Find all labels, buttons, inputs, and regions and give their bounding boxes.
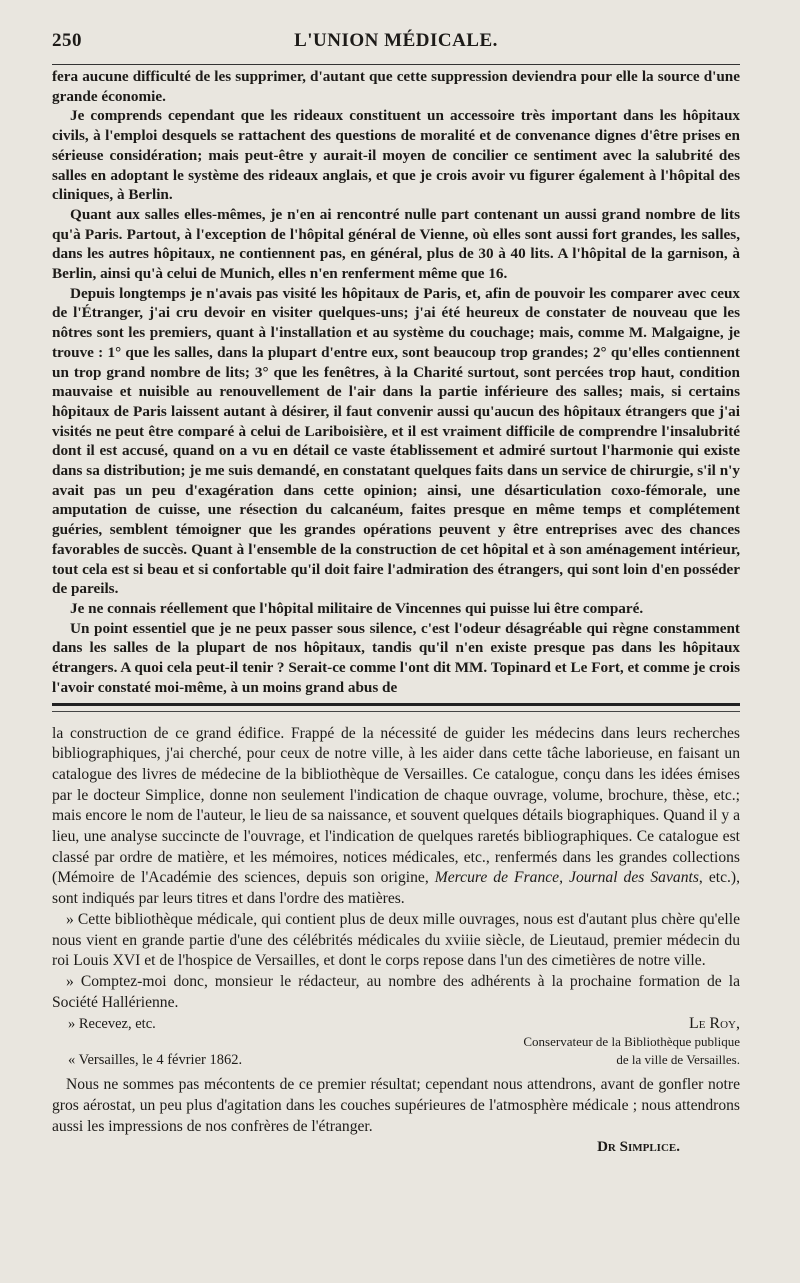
journal-citation: Mercure de France, Journal des Savants — [434, 869, 699, 887]
feuilleton-divider — [52, 703, 740, 712]
letter-date: « Versailles, le 4 février 1862. — [68, 1052, 243, 1069]
letter-paragraph: » Cette bibliothèque médicale, qui contient plus de deux mille ouvrages, nous est d'autant plus chère qu'elle nous vient en grande partie d'une des célébrités médicales du xviiie siècle, de Lieutaud, premier médecin du roi Louis XVI et de l'hospice de Versailles, et dont le corps repose dans l'un des cimetières de notre ville. — [52, 910, 740, 970]
article-paragraph: Je comprends cependant que les rideaux constituent un accessoire très important dans les hôpitaux civils, à l'emploi desquels se rattachent des questions de moralité et de convenance dignes d'être prises en sérieuse considération; mais peut-être y aurait-il moyen de concilier ce sentiment avec la salubrité des salles en adoptant le système des rideaux anglais, et que je crois avoir vu figurer également à l'hôpital des cliniques, à Berlin. — [52, 107, 740, 204]
salutation: » Recevez, etc. — [68, 1016, 156, 1033]
article-paragraph: Depuis longtemps je n'avais pas visité les hôpitaux de Paris, et, afin de pouvoir les comparer avec ceux de l'Étranger, j'ai cru devoir en visiter quelques-uns; j'ai été heureux de constater de nouveau que les nôtres sont les premiers, quant à l'installation et au système du couchage; mais, comme M. Malgaigne, je trouve : 1° que les salles, dans la plupart d'entre eux, sont beaucoup trop grandes; 2° qu'elles contiennent un trop grand nombre de lits; 3° que les fenêtres, à la Charité surtout, sont percées trop haut, condition mauvaise et nuisible au renouvellement de l'air dans la partie inférieure des salles; mais, si certains hôpitaux de Paris laissent autant à désirer, il faut convenir aussi qu'aucun des hôpitaux étrangers que j'ai visités ne peut être comparé à celui de Lariboisière, et il est vraiment difficile de comprendre l'insalubrité dont il est accusé, quand on a vu en détail ce vaste établissement et admiré surtout l'harmonie qui existe dans sa distribution; je me suis demandé, en constatant quelques faits dans un service de chirurgie, s'il n'y avait pas un peu d'exagération dans cette opinion; ainsi, une désarticulation coxo-fémorale, une amputation de cuisse, une résection du calcanéum, faites presque en même temps et complétement guéries, semblent témoigner que les grandes opérations peuvent y être entreprises avec des chances favorables de succès. Quant à l'ensemble de la construction de cet hôpital et à son aménagement intérieur, tout cela est si beau et si confortable qu'il doit faire l'admiration des étrangers, qui sont loin d'en posséder de pareils. — [52, 284, 740, 598]
article-paragraph: Je ne connais réellement que l'hôpital militaire de Vincennes qui puisse lui être comparé. — [70, 599, 644, 617]
salutation-and-date — [52, 1015, 242, 1069]
running-head — [52, 30, 740, 58]
signatory-name: Le Roy, — [688, 1015, 740, 1033]
journal-title: L'UNION MÉDICALE. — [294, 30, 498, 51]
header-rule — [52, 64, 740, 65]
article-paragraph: Un point essentiel que je ne peux passer sous silence, c'est l'odeur désagréable qui règne constamment dans les salles de la plupart de nos hôpitaux, tandis qu'il n'en existe presque pas dans les hôpitaux étrangers. A quoi cela peut-il tenir ? Serait-ce comme l'ont dit MM. Topinard et Le Fort, et comme je crois l'avoir constaté moi-même, à un moins grand abus de — [52, 619, 740, 696]
main-article-column — [52, 67, 740, 698]
letter-paragraph: » Comptez-moi donc, monsieur le rédacteur, au nombre des adhérents à la prochaine formation de la Société Hallérienne. — [52, 972, 740, 1011]
article-paragraph: fera aucune difficulté de les supprimer, d'autant que cette suppression deviendra pour elle la source d'une grande économie. — [52, 68, 740, 105]
feuilleton-column — [52, 724, 740, 1157]
editor-closing-paragraph: Nous ne sommes pas mécontents de ce premier résultat; cependant nous attendrons, avant de gonfler notre gros aérostat, un peu plus d'agitation dans les couches supérieures de l'atmosphère médicale ; nous attendrons aussi les impressions de nos confrères de l'étranger. — [52, 1076, 740, 1135]
page-number: 250 — [52, 30, 82, 51]
letter-paragraph — [52, 724, 740, 910]
letter-text: la construction de ce grand édifice. Frappé de la nécessité de guider les médecins dans leurs recherches bibliographiques, j'ai cherché, pour ceux de notre ville, à les aider dans cette tâche laborieuse, en faisant un catalogue des livres de médecine de la bibliothèque de Versailles. Ce catalogue, conçu dans les idées émises par le docteur Simplice, donne non seulement l'indication de chaque ouvrage, volume, brochure, thèse, etc.; mais encore le nom de l'auteur, le lieu de sa naissance, et souvent quelques détails biographiques. Quand il y a lieu, une analyse succincte de l'ouvrage, et l'indication de quelques raretés bibliographiques. Ce catalogue est classé par ordre de matière, et les mémoires, notices médicales, etc., renfermés dans les grandes collections (Mémoire de l'Académie des sciences, depuis son origine, — [52, 724, 740, 887]
article-paragraph: Quant aux salles elles-mêmes, je n'en ai rencontré nulle part contenant un aussi grand nombre de lits qu'à Paris. Partout, à l'exception de l'hôpital général de Vienne, où elles sont aussi fort grandes, les salles, dans les autres hôpitaux, ne contiennent pas, en général, plus de 30 à 40 lits. A l'hôpital de la garnison, à Berlin, ainsi qu'à celui de Munich, elles n'en renferment même que 16. — [52, 205, 740, 283]
signatory-role: Conservateur de la Bibliothèque publique — [523, 1034, 740, 1050]
signature — [440, 1015, 740, 1069]
letter-signature-block — [52, 1015, 740, 1069]
editor-signoff: Dr Simplice. — [597, 1139, 680, 1156]
signatory-role: de la ville de Versailles. — [616, 1052, 740, 1068]
letter-text: , etc.), sont indiqués par leurs titres et dans l'ordre des matières. — [52, 869, 740, 908]
